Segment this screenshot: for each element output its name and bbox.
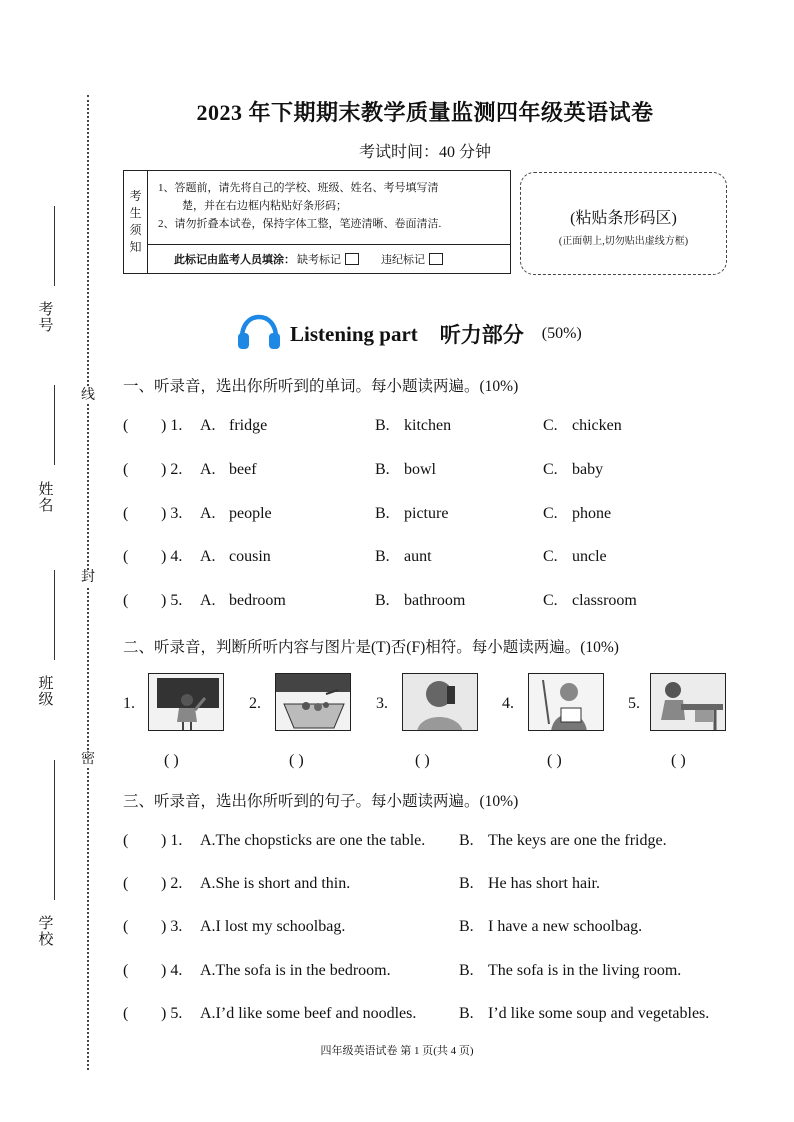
violation-checkbox[interactable] — [429, 253, 443, 265]
picture-man-picture — [528, 673, 604, 731]
proctor-marks: 此标记由监考人员填涂： 缺考标记 违纪标记 — [148, 245, 510, 273]
exam-number-label: 考号 — [38, 302, 54, 334]
answer-paren[interactable]: ( ) — [671, 752, 686, 769]
part-title-cn: 听力部分 — [439, 323, 524, 347]
section2-title: 二、听录音，判断所听内容与图片是(T)否(F)相符。每小题读两遍。(10%) — [123, 639, 619, 656]
part-percent: (50%) — [541, 325, 582, 342]
answer-paren[interactable]: ( ) — [547, 752, 562, 769]
headphones-icon — [236, 314, 282, 355]
picture-person-phone — [402, 673, 478, 731]
picture-hands-bowl — [275, 673, 351, 731]
absent-checkbox[interactable] — [345, 253, 359, 265]
section1-title: 一、听录音，选出你所听到的单词。每小题读两遍。(10%) — [123, 378, 519, 395]
answer-paren[interactable]: ( ) — [289, 752, 304, 769]
notice-box — [123, 170, 511, 274]
notice-side-label: 考 生 须 知 — [124, 171, 148, 273]
exam-number-line — [54, 206, 55, 286]
picture-number: 2. — [249, 695, 261, 712]
picture-number: 3. — [376, 695, 388, 712]
picture-number: 4. — [502, 695, 514, 712]
seal-char-seal: 封 — [81, 570, 95, 585]
name-label: 姓名 — [38, 482, 54, 514]
exam-title: 2023 年下期期末教学质量监测四年级英语试卷 — [196, 100, 654, 125]
barcode-area: (粘贴条形码区) (正面朝上,切勿贴出虚线方框) — [520, 172, 727, 275]
picture-girl-blackboard — [148, 673, 224, 731]
page-footer: 四年级英语试卷 第 1 页(共 4 页) — [320, 1045, 474, 1057]
exam-time: 考试时间：40 分钟 — [358, 144, 491, 161]
picture-boy-desk — [650, 673, 726, 731]
part-title — [236, 314, 582, 354]
part-title-en: Listening part — [290, 321, 418, 346]
seal-char-secret: 密 — [81, 752, 95, 767]
name-line — [54, 385, 55, 465]
seal-char-line: 线 — [81, 388, 95, 403]
section3-title: 三、听录音，选出你所听到的句子。每小题读两遍。(10%) — [123, 793, 519, 810]
answer-paren[interactable]: ( ) — [164, 752, 179, 769]
picture-number: 1. — [123, 695, 135, 712]
picture-number: 5. — [628, 695, 640, 712]
school-label: 学校 — [38, 916, 54, 948]
class-line — [54, 570, 55, 660]
class-label: 班级 — [38, 676, 54, 708]
notice-instructions: 1、答题前，请先将自己的学校、班级、姓名、考号填写清 楚，并在右边框内粘贴好条形码； 2、请勿折叠本试卷，保持字体工整，笔迹清晰、卷面清洁. — [148, 171, 510, 245]
school-line — [54, 760, 55, 900]
answer-paren[interactable]: ( ) — [415, 752, 430, 769]
